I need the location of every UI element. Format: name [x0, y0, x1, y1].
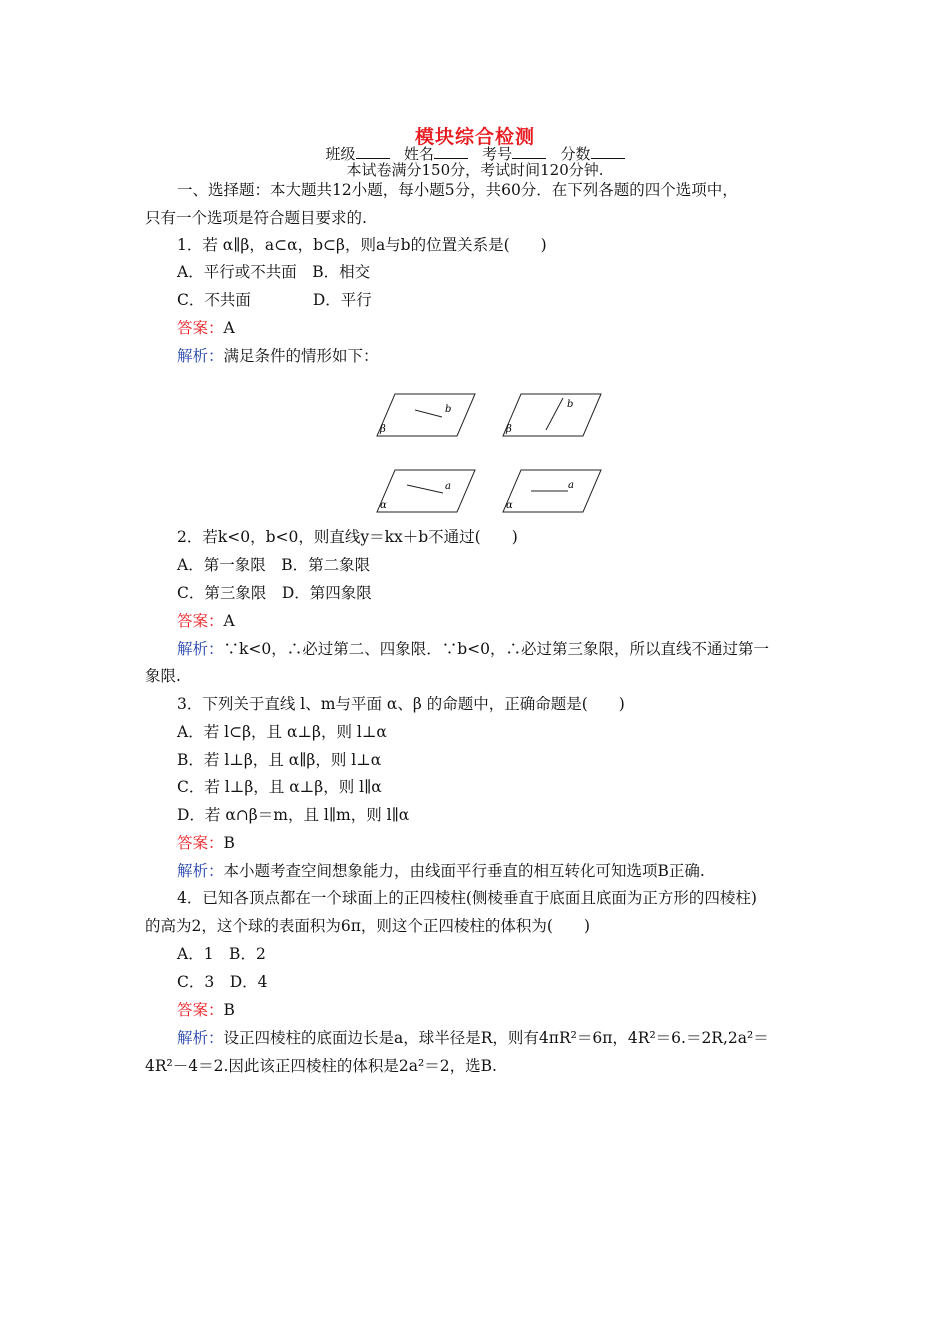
exam-info: 本试卷满分150分，考试时间120分钟.: [346, 161, 604, 179]
section-intro: 一、选择题：本大题共12小题，每小题5分，共60分．在下列各题的四个选项中，: [177, 181, 738, 199]
explain-text: 本小题考查空间想象能力，由线面平行垂直的相互转化可知选项B正确.: [223, 862, 705, 880]
exam-no-blank[interactable]: [512, 146, 546, 159]
score-blank[interactable]: [591, 146, 625, 159]
name-blank[interactable]: [434, 146, 468, 159]
answer-label: 答案：: [177, 834, 224, 852]
question-2-stem: 2．若k<0，b<0，则直线y＝kx＋b不通过( ): [177, 528, 518, 546]
answer-value: B: [223, 1001, 235, 1019]
answer-label: 答案：: [177, 612, 224, 630]
question-1-explanation: [177, 346, 842, 366]
line-a-1: [407, 485, 443, 493]
plane-alpha-1: [377, 470, 475, 512]
section-intro-cont: 只有一个选项是符合题目要求的.: [145, 209, 367, 227]
explain-text: 满足条件的情形如下：: [223, 347, 379, 365]
question-2-explanation: [177, 639, 842, 659]
score-label: 分数: [560, 145, 591, 163]
question-3-option: A．若 l⊂β，且 α⊥β，则 l⊥α: [177, 723, 387, 741]
explain-label: 解析：: [177, 1029, 224, 1047]
question-2-explanation-cont: 象限.: [145, 667, 181, 685]
question-3-option: B．若 l⊥β，且 α∥β，则 l⊥α: [177, 751, 382, 769]
label-beta: β: [380, 424, 386, 435]
question-3-answer: [177, 833, 842, 853]
explain-label: 解析：: [177, 862, 224, 880]
exam-no-label: 考号: [482, 145, 513, 163]
line-b-1: [415, 410, 442, 417]
question-3-option: C．若 l⊥β，且 α⊥β，则 l∥α: [177, 778, 382, 796]
answer-label: 答案：: [177, 1001, 224, 1019]
question-1-answer: [177, 318, 842, 338]
explain-text: ∵k<0，∴必过第二、四象限．∵b<0，∴必过第三象限，所以直线不通过第一: [223, 640, 770, 658]
class-blank[interactable]: [356, 146, 390, 159]
question-3-explanation: [177, 861, 842, 881]
label-b: b: [445, 404, 452, 415]
explain-label: 解析：: [177, 640, 224, 658]
answer-value: A: [223, 612, 235, 630]
question-4-explanation-cont: 4R²－4＝2.因此该正四棱柱的体积是2a²＝2，选B.: [145, 1057, 497, 1075]
answer-value: B: [223, 834, 235, 852]
label-a: a: [568, 480, 574, 491]
plane-line-figure: [375, 390, 605, 520]
explain-label: 解析：: [177, 347, 224, 365]
question-4-option: C．3 D．4: [177, 973, 268, 991]
question-4-explanation: [177, 1028, 842, 1048]
question-3-stem: 3．下列关于直线 l、m与平面 α、β 的命题中，正确命题是( ): [177, 695, 625, 713]
question-1-option: C．不共面 D．平行: [177, 291, 372, 309]
label-b: b: [567, 399, 574, 410]
question-1-stem: 1．若 α∥β，a⊂α，b⊂β，则a与b的位置关系是( ): [177, 236, 547, 254]
label-alpha: α: [506, 500, 513, 511]
name-label: 姓名: [403, 145, 434, 163]
label-alpha: α: [380, 500, 387, 511]
question-1-option: A．平行或不共面 B．相交: [177, 263, 371, 281]
question-4-option: A．1 B．2: [177, 945, 266, 963]
answer-value: A: [223, 319, 235, 337]
question-4-stem: 4．已知各顶点都在一个球面上的正四棱柱(侧棱垂直于底面且底面为正方形的四棱柱): [177, 889, 757, 907]
question-2-answer: [177, 611, 842, 631]
question-2-option: A．第一象限 B．第二象限: [177, 556, 371, 574]
label-beta: β: [506, 424, 512, 435]
question-4-answer: [177, 1000, 842, 1020]
label-a: a: [445, 481, 451, 492]
explain-text: 设正四棱柱的底面边长是a，球半径是R，则有4πR²＝6π，4R²＝6.＝2R,2a²＝: [223, 1029, 769, 1047]
page-title: 模块综合检测: [414, 126, 535, 148]
question-3-option: D．若 α∩β＝m，且 l∥m，则 l∥α: [177, 806, 410, 824]
plane-beta-2: [503, 394, 601, 436]
question-4-stem-cont: 的高为2，这个球的表面积为6π，则这个正四棱柱的体积为( ): [145, 917, 591, 935]
line-b-2: [546, 398, 563, 430]
class-label: 班级: [325, 145, 356, 163]
answer-label: 答案：: [177, 319, 224, 337]
question-2-option: C．第三象限 D．第四象限: [177, 584, 372, 602]
plane-beta-1: [377, 394, 475, 436]
